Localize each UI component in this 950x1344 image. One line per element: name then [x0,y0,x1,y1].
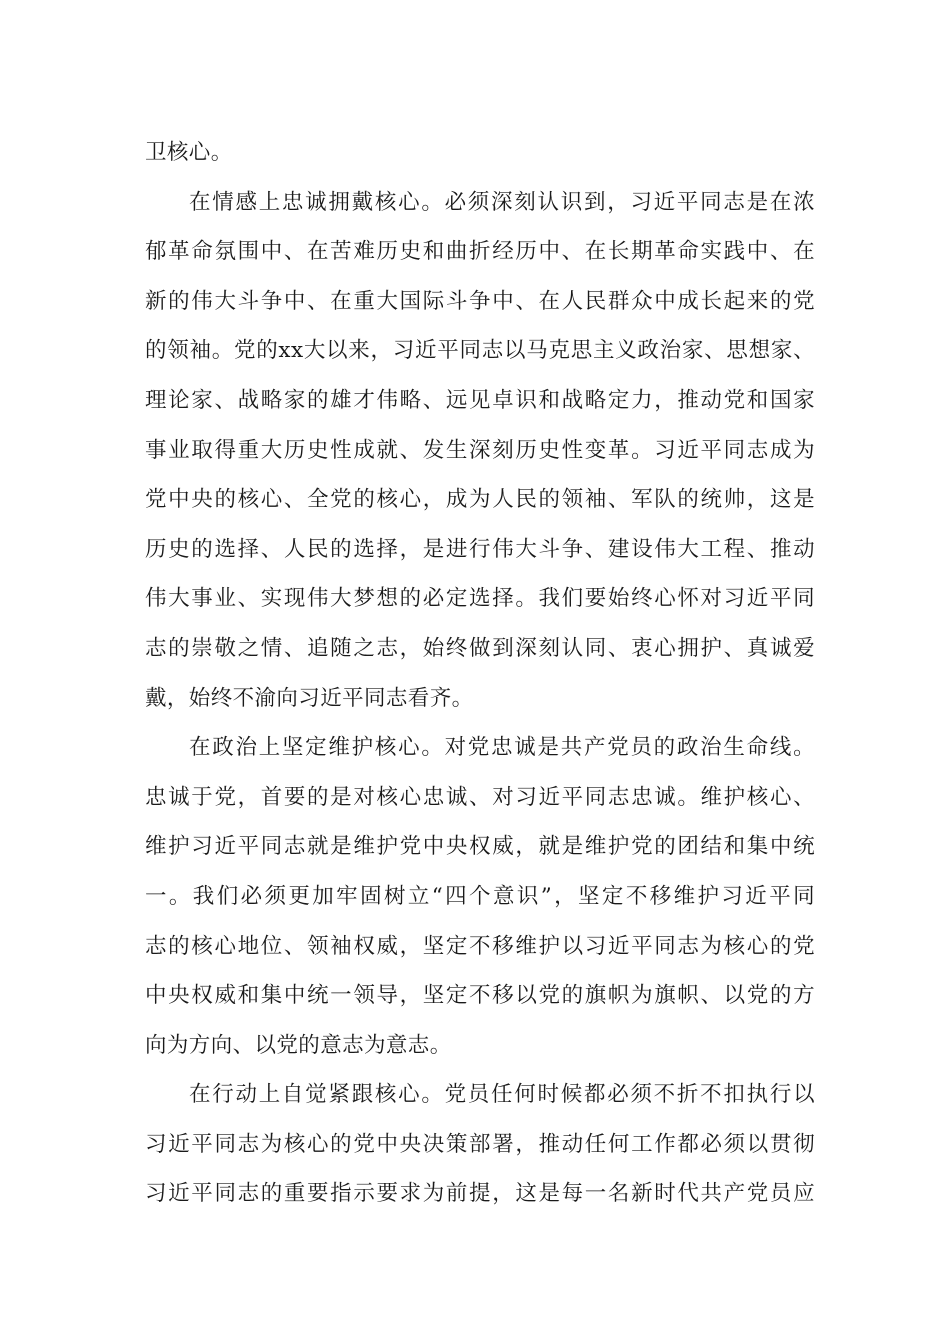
text-line: 在行动上自觉紧跟核心。党员任何时候都必须不折不扣执行以 [189,1082,815,1108]
text-line: 习近平同志的重要指示要求为前提，这是每一名新时代共产党员应 [145,1181,815,1207]
text-line: 伟大事业、实现伟大梦想的必定选择。我们要始终心怀对习近平同 [145,586,815,612]
text-line: 志的崇敬之情、追随之志，始终做到深刻认同、衷心拥护、真诚爱 [145,635,815,661]
text-line: 向为方向、以党的意志为意志。 [145,1032,452,1058]
text-line: 忠诚于党，首要的是对核心忠诚、对习近平同志忠诚。维护核心、 [145,784,815,810]
text-line: 中央权威和集中统一领导，坚定不移以党的旗帜为旗帜、以党的方 [145,983,815,1009]
text-line: 一。我们必须更加牢固树立“四个意识”，坚定不移维护习近平同 [145,883,815,909]
text-line: 历史的选择、人民的选择，是进行伟大斗争、建设伟大工程、推动 [145,536,815,562]
text-line: 卫核心。 [145,140,233,165]
text-line: 志的核心地位、领袖权威，坚定不移维护以习近平同志为核心的党 [145,933,815,959]
text-line: 维护习近平同志就是维护党中央权威，就是维护党的团结和集中统 [145,834,815,860]
text-line: 理论家、战略家的雄才伟略、远见卓识和战略定力，推动党和国家 [145,387,815,413]
text-line: 事业取得重大历史性成就、发生深刻历史性变革。习近平同志成为 [145,437,815,463]
text-line: 习近平同志为核心的党中央决策部署，推动任何工作都必须以贯彻 [145,1131,815,1157]
text-line: 党中央的核心、全党的核心，成为人民的领袖、军队的统帅，这是 [145,487,815,513]
text-line: 戴，始终不渝向习近平同志看齐。 [145,685,474,711]
document-body [145,128,815,1219]
text-line: 郁革命氛围中、在苦难历史和曲折经历中、在长期革命实践中、在 [145,239,815,265]
text-line: 新的伟大斗争中、在重大国际斗争中、在人民群众中成长起来的党 [145,288,815,314]
text-line: 在情感上忠诚拥戴核心。必须深刻认识到，习近平同志是在浓 [189,189,815,215]
text-line: 的领袖。党的xx大以来，习近平同志以马克思主义政治家、思想家、 [145,338,815,364]
text-line: 在政治上坚定维护核心。对党忠诚是共产党员的政治生命线。 [189,735,815,761]
